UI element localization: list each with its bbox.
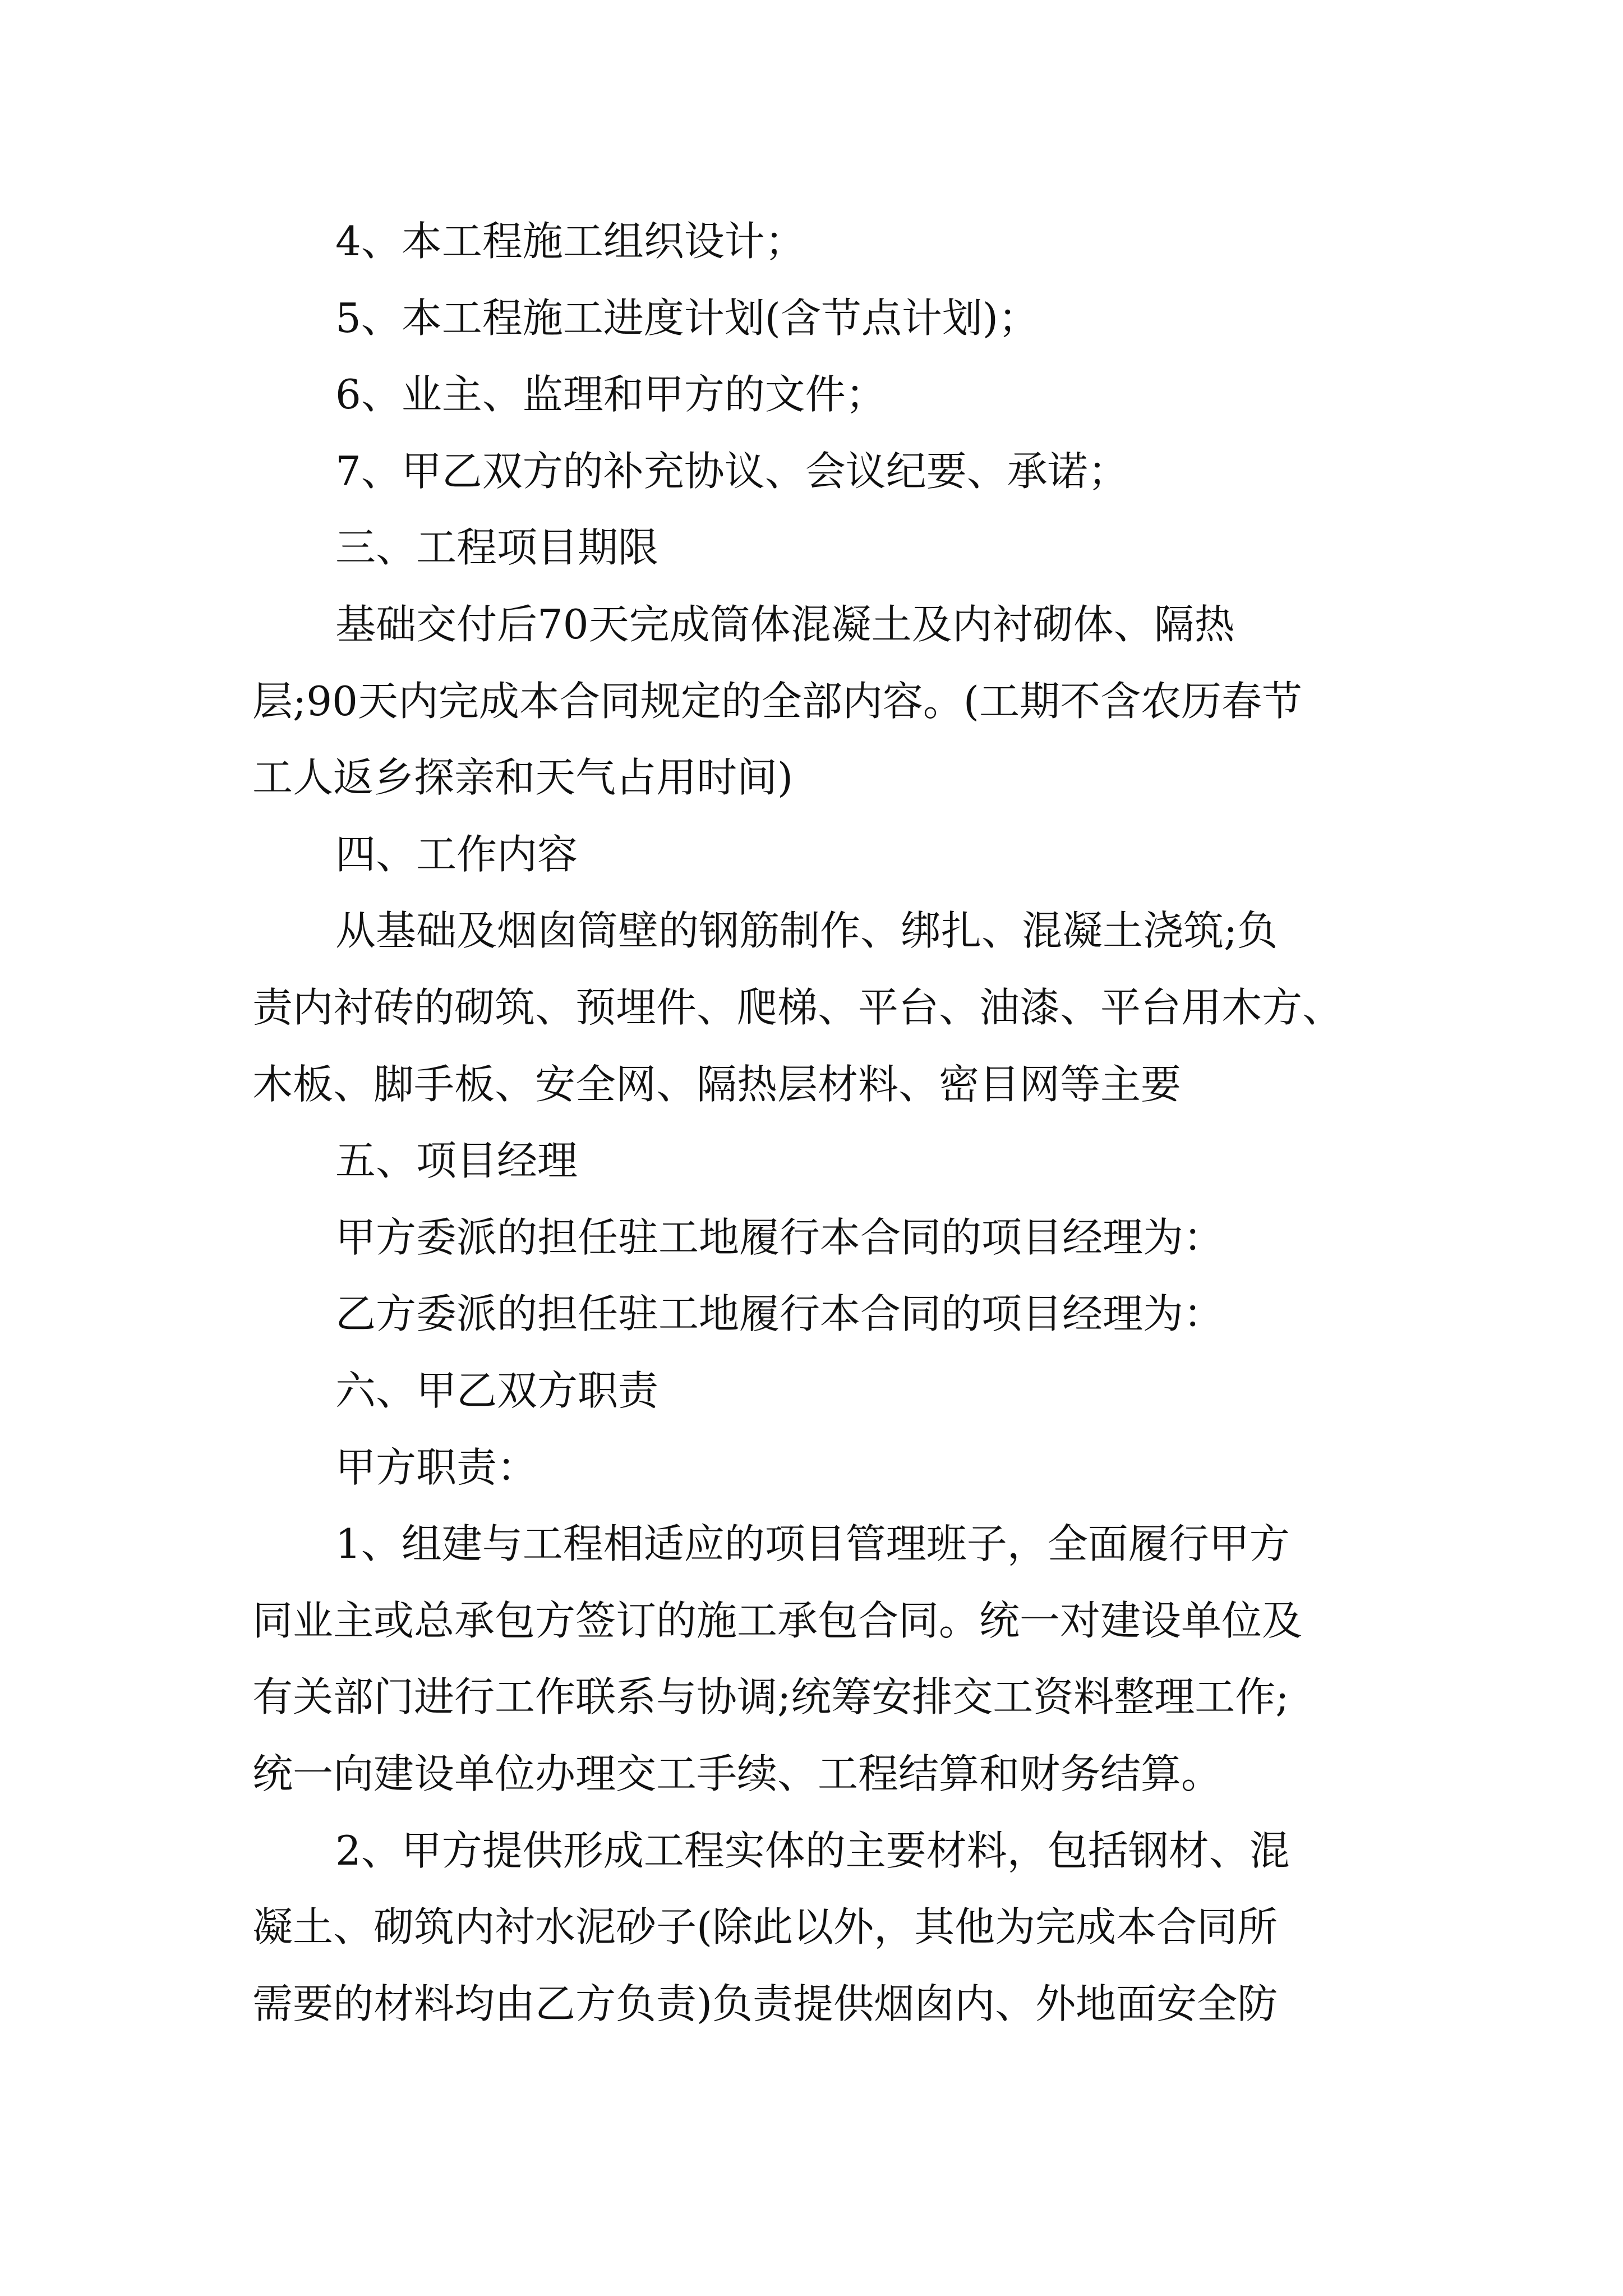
list-item-7: 7、甲乙双方的补充协议、会议纪要、承诺； xyxy=(335,448,1128,495)
paragraph-line: 基础交付后70天完成筒体混凝土及内衬砌体、隔热 xyxy=(335,601,1235,648)
section-heading-6: 六、甲乙双方职责 xyxy=(335,1367,659,1414)
paragraph-line: 木板、脚手板、安全网、隔热层材料、密目网等主要 xyxy=(252,1061,1182,1108)
paragraph-line: 层;90天内完成本合同规定的全部内容。(工期不含农历春节 xyxy=(252,678,1302,725)
section-heading-5: 五、项目经理 xyxy=(335,1137,578,1184)
paragraph-line: 从基础及烟囱筒壁的钢筋制作、绑扎、混凝土浇筑;负 xyxy=(335,907,1278,954)
section-heading-4: 四、工作内容 xyxy=(335,831,578,878)
paragraph-line: 乙方委派的担任驻工地履行本合同的项目经理为： xyxy=(335,1290,1224,1337)
list-item-6: 6、业主、监理和甲方的文件； xyxy=(335,371,886,418)
list-item-4: 4、本工程施工组织设计； xyxy=(335,218,805,265)
paragraph-line: 2、甲方提供形成工程实体的主要材料，包括钢材、混 xyxy=(335,1827,1290,1874)
paragraph-line: 同业主或总承包方签订的施工承包合同。统一对建设单位及 xyxy=(252,1597,1303,1644)
paragraph-line: 1、组建与工程相适应的项目管理班子，全面履行甲方 xyxy=(335,1520,1290,1567)
section-heading-3: 三、工程项目期限 xyxy=(335,524,659,571)
paragraph-line: 有关部门进行工作联系与协调;统筹安排交工资料整理工作; xyxy=(252,1673,1289,1720)
paragraph-line: 统一向建设单位办理交工手续、工程结算和财务结算。 xyxy=(252,1750,1222,1797)
subheading: 甲方职责： xyxy=(335,1444,538,1491)
paragraph-line: 凝土、砌筑内衬水泥砂子(除此以外，其他为完成本合同所 xyxy=(252,1903,1278,1950)
paragraph-line: 需要的材料均由乙方负责)负责提供烟囱内、外地面安全防 xyxy=(252,1980,1278,2027)
paragraph-line: 甲方委派的担任驻工地履行本合同的项目经理为： xyxy=(335,1214,1224,1261)
paragraph-line: 责内衬砖的砌筑、预埋件、爬梯、平台、油漆、平台用木方、 xyxy=(252,984,1343,1031)
list-item-5: 5、本工程施工进度计划(含节点计划)； xyxy=(335,295,1039,342)
paragraph-line: 工人返乡探亲和天气占用时间) xyxy=(252,754,794,801)
